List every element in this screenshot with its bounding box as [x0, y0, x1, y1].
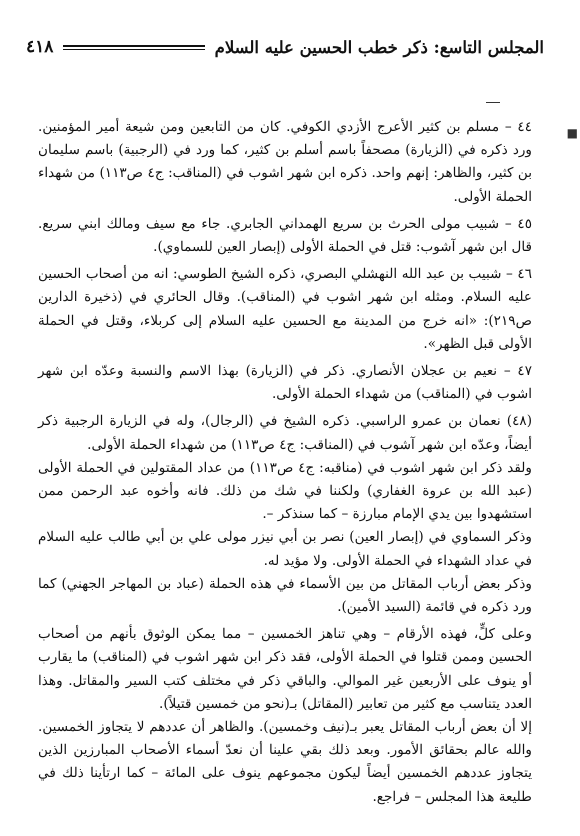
page-number: ٤١٨	[26, 37, 54, 57]
header-rule	[63, 45, 204, 50]
paragraph-note-2: وذكر السماوي في (إبصار العين) نصر بن أبي نيزر مولى علي بن أبي طالب عليه السلام في عداد الشهداء في الحملة الأولى. ولا مؤيد له.	[38, 529, 532, 569]
paragraph-47: ٤٧ – نعيم بن عجلان الأنصاري. ذكر في (الزيارة) بهذا الاسم والنسبة وعدّه ابن شهر اشوب في (المناقب) من شهداء الحملة الأولى.	[38, 363, 532, 403]
paragraph-note-4: وعلى كلٍّ، فهذه الأرقام – وهي تناهز الخمسين – مما يمكن الوثوق بأنهم من أصحاب الحسين وممن قتلوا في الحملة الأولى، فقد ذكر ابن شهر اشوب في (المناقب) ما يقارب أو ينوف على الأربعين غير الموالي. والباقي ذكر في مختلف كتب السير والمقاتل. وهذا العدد يتناسب مع كثير من تعابير (المقاتل) بـ(نحو من خمسين قتيلاً).	[38, 626, 532, 712]
separator-line	[486, 102, 500, 103]
margin-bullet-icon: ■	[566, 126, 578, 140]
paragraph-note-3: وذكر بعض أرباب المقاتل من بين الأسماء في هذه الحملة (عباد بن المهاجر الجهني) كما ورد ذكره في قائمة (السيد الأمين).	[38, 575, 532, 616]
paragraph-note-5: إلا أن بعض أرباب المقاتل يعبر بـ(نيف وخمسين). والظاهر أن عددهم لا يتجاوز الخمسين. والله عالم بحقائق الأمور. وبعد ذلك بقي علينا أن نعدّ أسماء الأصحاب المبارزين الذين يتجاوز عددهم الخمسين أيضاً ليكون مجموعهم ينوف على المائة – كما ارتأينا ذلك في طليعة هذا المجلس – فراجع.	[38, 719, 532, 805]
chapter-title: المجلس التاسع: ذكر خطب الحسين عليه السلام	[214, 37, 544, 57]
paragraph-45: ٤٥ – شبيب مولى الحرث بن سريع الهمداني الجابري. جاء مع سيف ومالك ابني سريع. قال ابن شهر آشوب: قتل في الحملة الأولى (إبصار العين للسماوي).	[38, 215, 532, 256]
paragraph-48: (٤٨) نعمان بن عمرو الراسبي. ذكره الشيخ في (الرجال)، وله في الزيارة الرجبية ذكر أيضاً، وعدّه ابن شهر آشوب في (المناقب: ج٤ ص١١٣) من شهداء الحملة الأولى.	[38, 413, 532, 453]
paragraph-46: ٤٦ – شبيب بن عبد الله النهشلي البصري، ذكره الشيخ الطوسي: انه من أصحاب الحسين عليه السلام. ومثله ابن شهر اشوب في (المناقب). وقال الحائري في (ذخيرة الدارين ص٢١٩): «انه خرج من المدينة مع الحسين عليه السلام إلى كربلاء، وقتل في الحملة الأولى قبل الظهر».	[38, 266, 532, 352]
page-header	[26, 32, 544, 62]
body-text	[38, 116, 532, 809]
paragraph-note-1: ولقد ذكر ابن شهر اشوب في (مناقبه: ج٤ ص١١٣) من عداد المقتولين في الحملة الأولى (عبد الله بن عروة الغفاري) ولكننا في شك من ذلك. فانه وأخوه عبد الرحمن ممن استشهدوا بين يدي الإمام مبارزة – كما سنذكر –.	[38, 459, 532, 523]
paragraph-44: ٤٤ – مسلم بن كثير الأعرج الأزدي الكوفي. كان من التابعين ومن شيعة أمير المؤمنين. ورد ذكره في (الزيارة) مصحفاً باسم أسلم بن كثير، كما ورد في (الرجبية) باسم سليمان بن كثير، والظاهر: إنهم واحد. ذكره ابن شهر اشوب في (المناقب: ج٤ ص١١٣) من شهداء الحملة الأولى.	[38, 119, 532, 205]
